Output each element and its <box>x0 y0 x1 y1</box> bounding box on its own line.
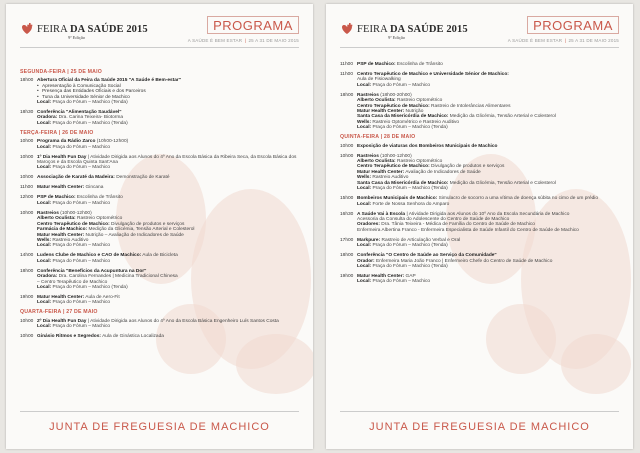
event-details <box>357 196 619 207</box>
event-time: 16h30 <box>340 211 354 217</box>
event-time: 10h00 <box>20 318 34 324</box>
event-time: 11h00 <box>340 62 353 67</box>
schedule-event <box>20 253 299 264</box>
programa-title: PROGRAMA <box>207 16 299 34</box>
event-title: Conferência "O Centro de Saúde ao Serviço da Comunidade" <box>357 253 497 259</box>
detail-label: Ludens Clube de Machico e CAO de Machico: <box>37 253 142 259</box>
detail-value: Praça do Fórum – Machico (Tenda) <box>372 263 448 269</box>
detail-value: Praça do Fórum – Machico <box>52 165 111 171</box>
detail-value: Praça do Fórum – Machico (Tenda) <box>372 186 448 192</box>
footer-divider <box>20 411 299 412</box>
detail-label: Alberto Oculista: <box>357 98 396 104</box>
event-location <box>357 243 619 248</box>
event-text: – Centro Terapêutico de Machico <box>37 279 108 285</box>
detail-value: Avaliação de Indicadores de Saúde <box>405 169 481 175</box>
detail-value: Aula de Bicicleta <box>142 253 178 259</box>
event-text: Aula de Fisiowalking <box>357 77 401 83</box>
detail-label: Local: <box>357 263 372 269</box>
event-details <box>37 155 299 171</box>
detail-label: Local: <box>357 125 372 131</box>
day-heading: QUARTA-FEIRA | 27 DE MAIO <box>20 309 98 316</box>
day-heading: TERÇA-FEIRA | 26 DE MAIO <box>20 129 94 136</box>
detail-label: Local: <box>37 144 52 150</box>
bullet-item: • Apresentação à Comunicação Social <box>37 84 299 89</box>
detail-value: Rastreio Optométrico <box>77 216 123 222</box>
detail-label: Local: <box>37 165 52 171</box>
event-title: Centro Terapêutico de Machico e Universidade Sénior de Machico: <box>357 72 509 77</box>
detail-label: Matur Health Center: <box>357 273 405 279</box>
detail-label: Local: <box>37 100 52 106</box>
detail-label: Local: <box>357 243 372 249</box>
detail-value: Rastreio Optométrico <box>397 98 443 104</box>
event-time: 18h00 <box>340 253 354 259</box>
brand-bold: DA SAÚDE 2015 <box>390 23 468 35</box>
event-details <box>37 195 299 206</box>
detail-label: Markpure: <box>357 237 381 243</box>
event-title: Conferência "Benefícios da Acupuntura na Dor" <box>37 268 147 274</box>
detail-value: Aula de Ginástica Localizada <box>102 334 164 340</box>
schedule-event <box>20 185 299 190</box>
event-title: Exposição de viaturas dos Bombeiros Municipais de Machico <box>357 143 498 149</box>
detail-label: Centro Terapêutico de Machico: <box>357 164 430 170</box>
detail-label: Alberto Oculista: <box>37 216 76 222</box>
event-time: 10h00 <box>20 175 34 181</box>
schedule-left <box>20 62 299 344</box>
event-details <box>37 295 299 306</box>
detail-value: Praça do Fórum – Machico <box>372 82 431 88</box>
detail-value: Divulgação de produtos e serviços <box>111 221 185 227</box>
detail-label: Orador: <box>357 258 375 264</box>
event-time: 18h00 <box>340 92 354 98</box>
event-details <box>357 144 619 149</box>
schedule-event <box>340 212 619 234</box>
event-time: 10h00 <box>340 153 354 159</box>
detail-value: Medição da Glicémia, Tensão Arterial e Colesterol <box>449 180 556 186</box>
detail-value: Praça do Fórum – Machico (Tenda) <box>52 120 128 126</box>
detail-value: Praça do Fórum – Machico (Tenda) <box>372 125 448 131</box>
detail-label: Rastreios <box>357 153 379 159</box>
event-details <box>37 185 299 190</box>
detail-value: Gincana <box>85 185 104 191</box>
event-details <box>37 253 299 264</box>
schedule-event <box>20 269 299 291</box>
detail-value: Forte de Nossa Senhora do Amparo <box>372 201 450 207</box>
page-header <box>6 4 313 56</box>
tagline: A SAÚDE É BEM ESTAR | 25 A 31 DE MAIO 2015 <box>507 38 619 43</box>
header-divider <box>340 47 619 48</box>
event-location <box>357 125 619 130</box>
detail-label: Local: <box>37 200 52 206</box>
detail-label: Rastreios <box>357 92 379 98</box>
brand-bold: DA SAÚDE 2015 <box>70 23 148 35</box>
event-location <box>37 300 299 305</box>
detail-label: PSP de Machico: <box>37 195 76 201</box>
detail-value: (10h00-12h00) <box>60 210 92 216</box>
event-details <box>37 211 299 249</box>
feira-logo <box>340 22 468 36</box>
event-detail <box>357 62 619 67</box>
event-time: 10h00 <box>20 334 34 340</box>
detail-value: Praça do Fórum – Machico <box>52 300 111 306</box>
event-location <box>37 100 299 105</box>
detail-label: Oradora: <box>37 115 58 121</box>
event-detail <box>37 155 299 166</box>
feira-logo <box>20 22 148 36</box>
detail-value: (10h00-12h00) <box>380 153 412 159</box>
detail-label: PSP de Machico: <box>357 62 396 67</box>
event-detail <box>37 175 299 180</box>
detail-value: Nutrição – Avaliação de Indicadores de Saúde <box>85 232 184 238</box>
schedule-event <box>20 139 299 150</box>
detail-value: Rastreio Optométrico <box>397 159 443 165</box>
event-time: 10h00 <box>20 139 34 145</box>
schedule-event <box>340 253 619 269</box>
schedule-event <box>340 62 619 67</box>
detail-value: | Atividade Dirigida aos Alunos do 4º Ano da Escola Básica Engenheiro Luís Santos Costa <box>87 318 279 324</box>
detail-value: Praça do Fórum – Machico <box>52 144 111 150</box>
detail-label: Matur Health Center: <box>37 185 85 191</box>
event-details <box>357 274 619 285</box>
detail-label: Matur Health Center: <box>37 294 85 300</box>
detail-label: Wells: <box>357 119 372 125</box>
event-location <box>37 259 299 264</box>
detail-label: 2º Dia Health Fun Day <box>37 318 87 324</box>
detail-value: (18h00-20h00) <box>380 92 412 98</box>
event-details <box>37 334 299 339</box>
heart-plus-icon <box>20 22 34 36</box>
event-time: 11h00 <box>340 72 353 77</box>
detail-value: Praça do Fórum – Machico <box>52 324 111 330</box>
event-location <box>357 264 619 269</box>
event-location <box>357 186 619 191</box>
detail-value: Rastreio Optométrico e Rastreio Auditivo <box>372 119 460 125</box>
detail-value: GAP <box>405 273 416 279</box>
heart-plus-icon <box>340 22 354 36</box>
detail-label: Santa Casa da Misericórdia de Machico: <box>357 114 449 120</box>
event-time: 15h00 <box>340 196 354 202</box>
brand-light: FEIRA <box>37 23 68 35</box>
detail-value: Divulgação de produtos e serviços <box>431 164 505 170</box>
detail-value: Praça do Fórum – Machico (Tenda) <box>52 284 128 290</box>
detail-value: Dra. Tânia Teixeira - Médica de Família do Centro de Saúde de Machico <box>381 222 535 228</box>
event-location <box>357 83 619 88</box>
schedule-event <box>340 274 619 285</box>
detail-label: Centro Terapêutico de Machico: <box>357 103 430 109</box>
detail-value: Praça do Fórum – Machico <box>52 200 111 206</box>
schedule-event <box>20 211 299 249</box>
detail-label: Local: <box>357 201 372 207</box>
detail-value: | Atividade Dirigida aos Alunos do 10º Ano da Escola Secundária de Machico <box>406 211 570 217</box>
detail-value: Simulacro de socorro a uma vítima de doença súbita no cimo de um prédio <box>438 196 599 202</box>
detail-label: Associação de Karaté da Madeira: <box>37 175 115 181</box>
schedule-event <box>20 78 299 105</box>
detail-label: Oradores: <box>357 222 380 228</box>
event-details <box>37 139 299 150</box>
detail-value: Demonstração de Karaté <box>116 175 170 181</box>
detail-label: 1º Dia Health Fun Day <box>37 154 87 160</box>
event-details <box>37 319 299 330</box>
event-time: 18h00 <box>20 268 34 274</box>
schedule-event <box>20 110 299 126</box>
event-details <box>37 78 299 105</box>
event-details <box>357 253 619 269</box>
event-time: 18h30 <box>20 110 34 116</box>
event-time: 11h00 <box>20 185 33 191</box>
event-details <box>37 175 299 180</box>
detail-value: Praça do Fórum – Machico <box>372 279 431 285</box>
schedule-event <box>340 93 619 131</box>
detail-label: Wells: <box>357 175 372 181</box>
detail-label: Wells: <box>37 237 52 243</box>
event-details <box>357 62 619 67</box>
event-location <box>357 202 619 207</box>
detail-label: Oradora: <box>37 274 58 280</box>
decor-blob <box>561 334 631 394</box>
page-header <box>326 4 633 56</box>
detail-value: Escolinha de Trânsito <box>396 62 443 67</box>
event-location <box>37 201 299 206</box>
event-title: Conferência "Alimentação Saudável" <box>37 110 122 116</box>
detail-value: Escolinha de Trânsito <box>76 195 123 201</box>
program-page-right <box>326 4 633 449</box>
schedule-event <box>20 334 299 339</box>
detail-label: A Saúde Vai à Escola <box>357 211 406 217</box>
day-heading: QUINTA-FEIRA | 28 DE MAIO <box>340 134 416 141</box>
bullet-item: • Presença das Entidades Oficiais e dos Parceiros <box>37 89 299 94</box>
detail-label: Matur Health Center: <box>357 169 405 175</box>
tagline: A SAÚDE É BEM ESTAR | 25 A 31 DE MAIO 2015 <box>187 38 299 43</box>
schedule-event <box>340 144 619 149</box>
detail-label: Local: <box>37 243 52 249</box>
schedule-event <box>20 195 299 206</box>
edition-label: 9ª Edição <box>388 35 406 40</box>
detail-value: Rastreio Auditivo <box>52 237 89 243</box>
schedule-event <box>340 72 619 88</box>
detail-value: Rastreio de Intolerâncias Alimentares <box>431 103 511 109</box>
schedule-event <box>340 238 619 249</box>
event-title: Abertura Oficial da Feira da Saúde 2015 "A Saúde é Bem-estar" <box>37 78 182 84</box>
event-details <box>357 238 619 249</box>
detail-label: Local: <box>37 300 52 306</box>
header-divider <box>20 47 299 48</box>
event-time: 14h00 <box>20 253 34 259</box>
schedule-event <box>20 155 299 171</box>
edition-label: 9ª Edição <box>68 35 86 40</box>
event-location <box>37 324 299 329</box>
detail-label: Local: <box>37 120 52 126</box>
detail-value: Medição da Glicémia, Tensão Arterial e Colesterol <box>88 227 195 233</box>
decor-blob <box>486 304 556 374</box>
detail-value: Praça do Fórum – Machico <box>52 258 111 264</box>
detail-label: Matur Health Center: <box>37 232 85 238</box>
footer-title: JUNTA DE FREGUESIA DE MACHICO <box>369 421 590 433</box>
event-time: 12h00 <box>20 195 34 201</box>
event-location <box>37 243 299 248</box>
footer-title: JUNTA DE FREGUESIA DE MACHICO <box>49 421 270 433</box>
detail-value: Praça do Fórum – Machico (Tenda) <box>52 100 128 106</box>
event-location <box>37 121 299 126</box>
detail-value: Nutrição <box>405 109 424 115</box>
event-time: 19h00 <box>340 273 354 279</box>
detail-label: Bombeiros Municipais de Machico: <box>357 196 438 202</box>
schedule-event <box>20 175 299 180</box>
schedule-event <box>340 154 619 192</box>
page-footer <box>6 411 313 441</box>
schedule-right <box>340 62 619 289</box>
footer-divider <box>340 411 619 412</box>
detail-value: Praça do Fórum – Machico (Tenda) <box>372 243 448 249</box>
event-time: 17h00 <box>340 237 354 243</box>
event-details <box>357 212 619 234</box>
detail-label: Rastreios <box>37 210 59 216</box>
detail-value: (10h00-12h00) <box>96 139 129 145</box>
program-page-left <box>6 4 313 449</box>
event-location <box>357 279 619 284</box>
bullet-item: • Tuna da Universidade Sénior de Machico <box>37 95 299 100</box>
event-location <box>37 165 299 170</box>
detail-label: Local: <box>37 258 52 264</box>
detail-label: Local: <box>357 279 372 285</box>
event-details <box>357 72 619 88</box>
detail-label: Programa da Rádio Zarco <box>37 139 96 145</box>
detail-value: Praça do Fórum – Machico <box>52 243 111 249</box>
day-heading: SEGUNDA-FEIRA | 25 DE MAIO <box>20 69 102 75</box>
event-details <box>357 93 619 131</box>
detail-label: Alberto Oculista: <box>357 159 396 165</box>
detail-value: Rastreio de Articulação Verbal e Oral <box>381 237 461 243</box>
detail-value: | Atividade Dirigida aos Alunos do 4º Ano da Escola Básica da Ribeira Seca, da Escola Básica dos Maroços e da Escola Quinta Sant'Ana <box>37 154 297 166</box>
event-details <box>37 269 299 291</box>
event-location <box>37 285 299 290</box>
detail-value: Rastreio Auditivo <box>372 175 409 181</box>
page-footer <box>326 411 633 441</box>
detail-label: Santa Casa da Misericórdia de Machico: <box>357 180 449 186</box>
detail-label: Local: <box>37 324 52 330</box>
detail-label: Matur Health Center: <box>357 109 405 115</box>
event-text: Acessoria da Consulta do Adolescente do Centro de Saúde de Machico <box>357 216 510 222</box>
brand-light: FEIRA <box>357 23 388 35</box>
schedule-event <box>20 319 299 330</box>
event-time: 10h00 <box>20 154 34 160</box>
detail-label: Local: <box>357 186 372 192</box>
event-details <box>357 154 619 192</box>
detail-value: Dra. Carina Teixeira- Biotorma <box>58 115 124 121</box>
schedule-event <box>20 295 299 306</box>
detail-value: Enfermeira Maria João Franco | Enfermeiro Chefe do Centro de Saúde de Machico <box>375 258 553 264</box>
detail-label: Local: <box>37 284 52 290</box>
event-time: 10h00 <box>20 210 34 216</box>
event-time: 19h00 <box>20 294 34 300</box>
detail-label: Centro Terapêutico de Machico: <box>37 221 110 227</box>
event-text: Enfermeira Albertina Franco - Enfermeira Especialista de Saúde Infantil do Centro de Saúde de Machico <box>357 227 579 233</box>
detail-label: Ginásio Ritmos e Segredos: <box>37 334 101 340</box>
event-time: 10h00 <box>340 143 354 149</box>
event-location <box>37 145 299 150</box>
schedule-event <box>340 196 619 207</box>
programa-title: PROGRAMA <box>527 16 619 34</box>
detail-label: Local: <box>357 82 372 88</box>
detail-value: Dra. Carolina Fernandes | Medicina Tradicional Chinesa <box>58 274 178 280</box>
detail-label: Farmácia de Machico: <box>37 227 88 233</box>
detail-value: Aula de Aero-Fit <box>85 294 120 300</box>
event-details <box>37 110 299 126</box>
detail-value: Medição da Glicémia, Tensão Arterial e Colesterol <box>449 114 556 120</box>
event-time: 18h00 <box>20 78 34 84</box>
event-detail <box>37 334 299 339</box>
event-detail <box>37 185 299 190</box>
